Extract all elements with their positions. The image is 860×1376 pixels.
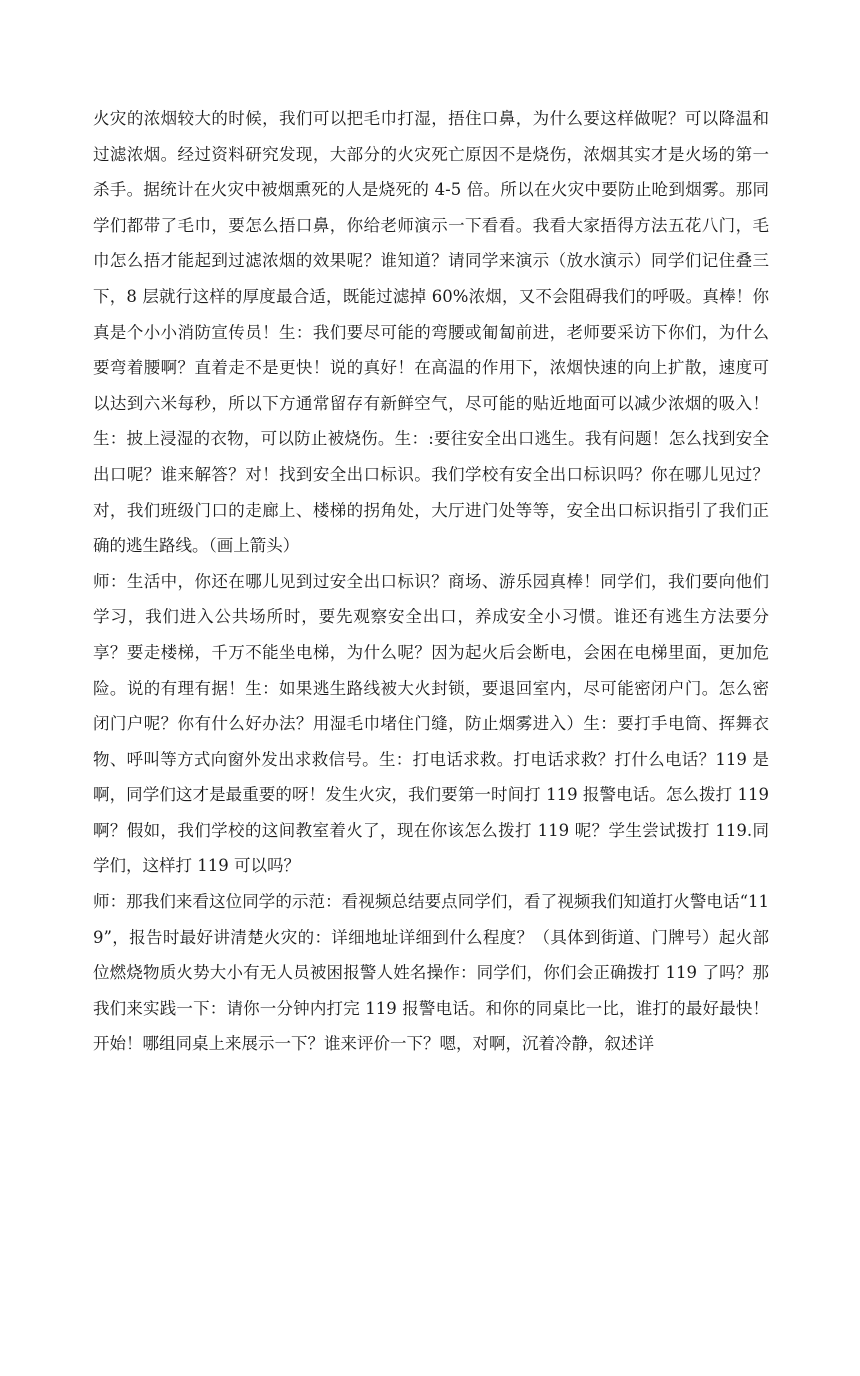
paragraph-1: 火灾的浓烟较大的时候，我们可以把毛巾打湿，捂住口鼻，为什么要这样做呢？可以降温和过滤浓烟。经过资料研究发现，大部分的火灾死亡原因不是烧伤，浓烟其实才是火场的第一杀手。据统计在火灾中被烟熏死的人是烧死的 4-5 倍。所以在火灾中要防止呛到烟雾。那同学们都带了毛巾，要怎么捂口鼻，你给老师演示一下看看。我看大家捂得方法五花八门，毛巾怎么捂才能起到过滤浓烟的效果呢？谁知道？请同学来演示（放水演示）同学们记住叠三下，8 层就行这样的厚度最合适，既能过滤掉 60%浓烟，又不会阻碍我们的呼吸。真棒！你真是个小小消防宣传员！生：我们要尽可能的弯腰或匍匐前进，老师要采访下你们，为什么要弯着腰啊？直着走不是更快！说的真好！在高温的作用下，浓烟快速的向上扩散，速度可以达到六米每秒，所以下方通常留存有新鲜空气，尽可能的贴近地面可以减少浓烟的吸入！生：披上浸湿的衣物，可以防止被烧伤。生：:要往安全出口逃生。我有问题！怎么找到安全出口呢？谁来解答？对！找到安全出口标识。我们学校有安全出口标识吗？你在哪儿见过？对，我们班级门口的走廊上、楼梯的拐角处，大厅进门处等等，安全出口标识指引了我们正确的逃生路线。（画上箭头）: [93, 109, 769, 556]
document-body: [93, 101, 769, 1062]
paragraph-3: 师：那我们来看这位同学的示范：看视频总结要点同学们，看了视频我们知道打火警电话“119”，报告时最好讲清楚火灾的：详细地址详细到什么程度？（具体到街道、门牌号）起火部位燃烧物质火势大小有无人员被困报警人姓名操作：同学们，你们会正确拨打 119 了吗？那我们来实践一下：请你一分钟内打完 119 报警电话。和你的同桌比一比，谁打的最好最快！开始！哪组同桌上来展示一下？谁来评价一下？嗯，对啊，沉着冷静，叙述详: [93, 892, 769, 1054]
paragraph-2: 师：生活中，你还在哪儿见到过安全出口标识？商场、游乐园真棒！同学们，我们要向他们学习，我们进入公共场所时，要先观察安全出口，养成安全小习惯。谁还有逃生方法要分享？要走楼梯，千万不能坐电梯，为什么呢？因为起火后会断电，会困在电梯里面，更加危险。说的有理有据！生：如果逃生路线被大火封锁，要退回室内，尽可能密闭户门。怎么密闭门户呢？你有什么好办法？用湿毛巾堵住门缝，防止烟雾进入）生：要打手电筒、挥舞衣物、呼叫等方式向窗外发出求救信号。生：打电话求救。打电话求救？打什么电话？119 是啊，同学们这才是最重要的呀！发生火灾，我们要第一时间打 119 报警电话。怎么拨打 119 啊？假如，我们学校的这间教室着火了，现在你该怎么拨打 119 呢？学生尝试拨打 119.同学们，这样打 119 可以吗？: [93, 571, 769, 876]
